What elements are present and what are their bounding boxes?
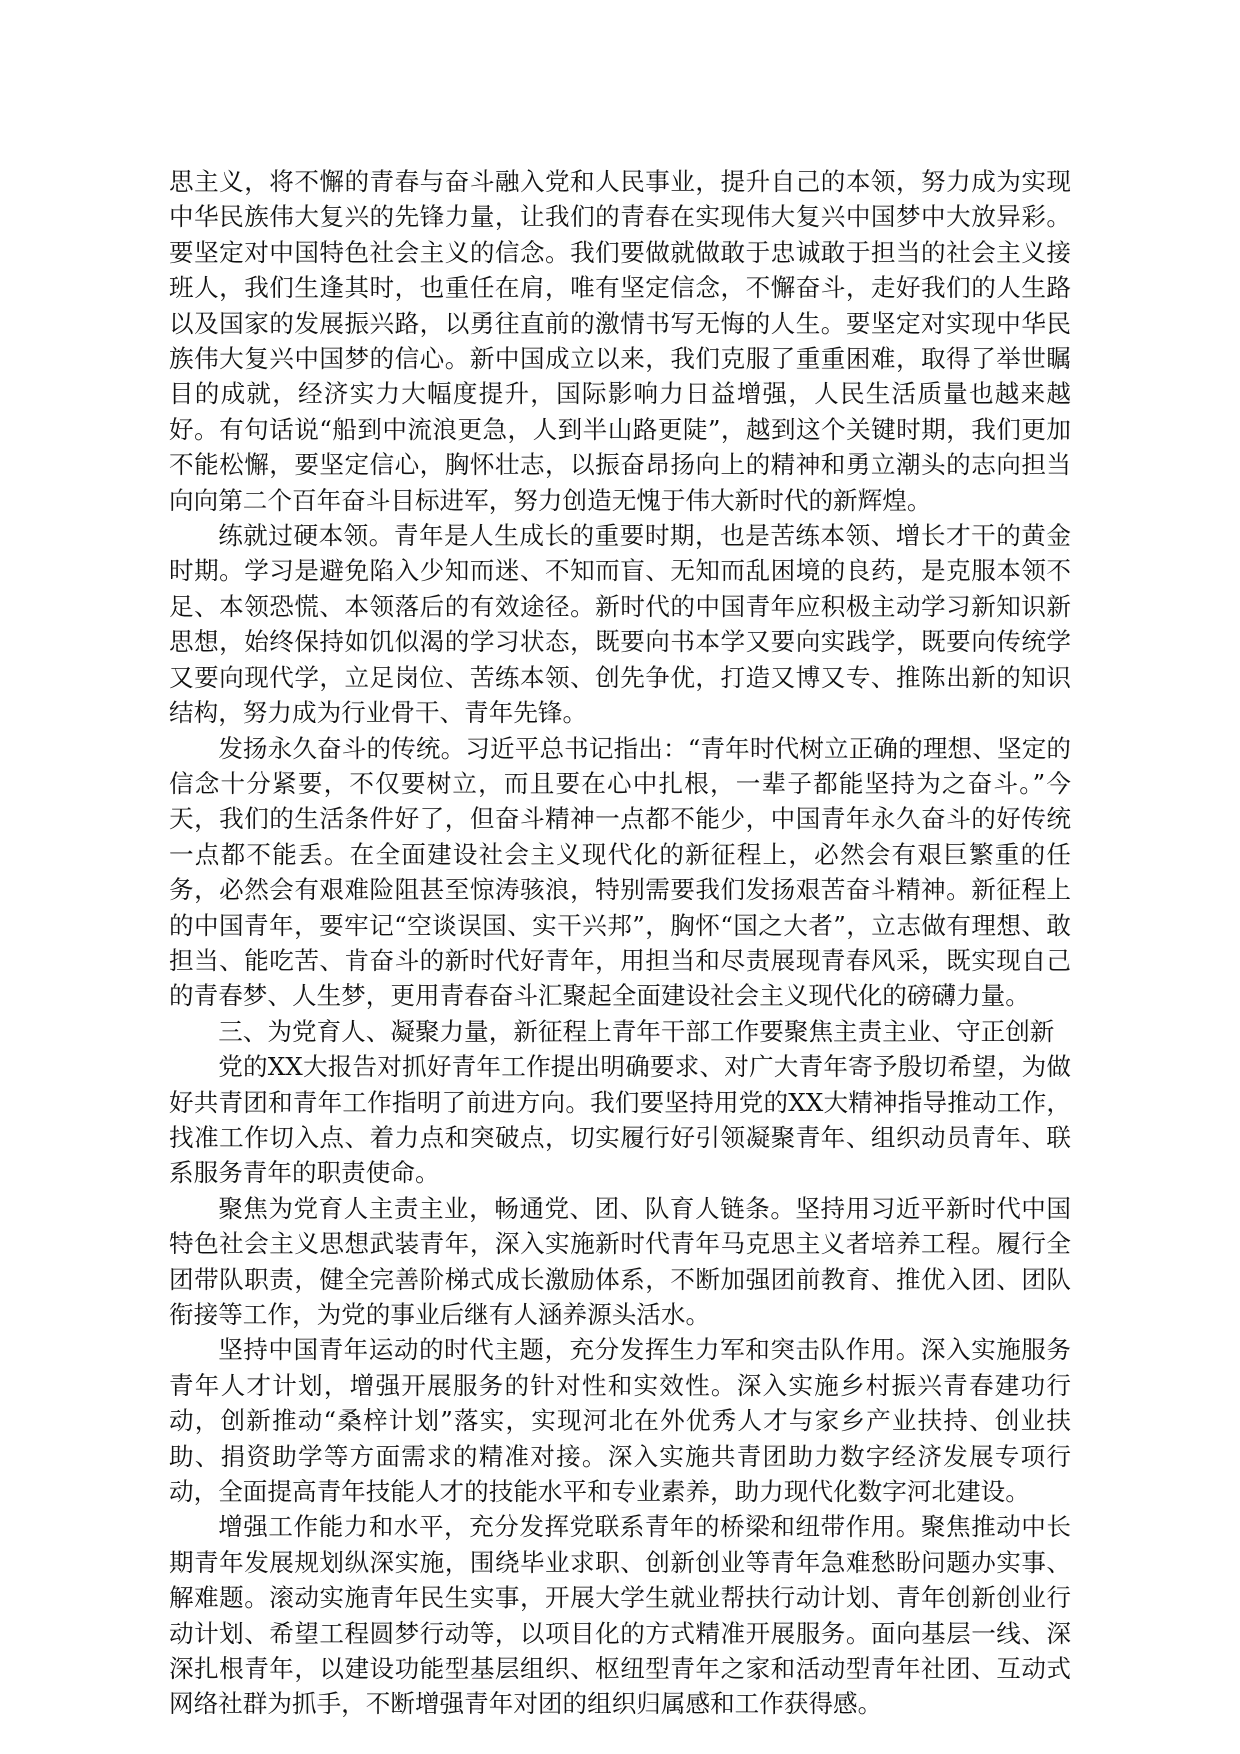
paragraph-continuation: 思主义，将不懈的青春与奋斗融入党和人民事业，提升自己的本领，努力成为实现中华民族伟大复兴的先锋力量，让我们的青春在实现伟大复兴中国梦中大放异彩。要坚定对中国特色社会主义的信念。我们要做就做敢于忠诚敢于担当的社会主义接班人，我们生逢其时，也重任在肩，唯有坚定信念，不懈奋斗，走好我们的人生路以及国家的发展振兴路，以勇往直前的激情书写无悔的人生。要坚定对实现中华民族伟大复兴中国梦的信心。新中国成立以来，我们克服了重重困难，取得了举世瞩目的成就，经济实力大幅度提升，国际影响力日益增强，人民生活质量也越来越好。有句话说“船到中流浪更急，人到半山路更陡”，越到这个关键时期，我们更加不能松懈，要坚定信心，胸怀壮志，以振奋昂扬向上的精神和勇立潮头的志向担当向向第二个百年奋斗目标进军，努力创造无愧于伟大新时代的新辉煌。	[169, 167, 1071, 515]
paragraph-enhance-capability: 增强工作能力和水平，充分发挥党联系青年的桥梁和纽带作用。聚焦推动中长期青年发展规划纵深实施，围绕毕业求职、创新创业等青年急难愁盼问题办实事、解难题。滚动实施青年民生实事，开展大学生就业帮扶行动计划、青年创新创业行动计划、希望工程圆梦行动等，以项目化的方式精准开展服务。面向基层一线、深深扎根青年，以建设功能型基层组织、枢纽型青年之家和活动型青年社团、互动式网络社群为抓手，不断增强青年对团的组织归属感和工作获得感。	[169, 1512, 1071, 1719]
paragraph-focus-main-duty: 聚焦为党育人主责主业，畅通党、团、队育人链条。坚持用习近平新时代中国特色社会主义思想武装青年，深入实施新时代青年马克思主义者培养工程。履行全团带队职责，健全完善阶梯式成长激励体系，不断加强团前教育、推优入团、团队衔接等工作，为党的事业后继有人涵养源头活水。	[169, 1193, 1071, 1329]
paragraph-carry-forward-struggle: 发扬永久奋斗的传统。习近平总书记指出：“青年时代树立正确的理想、坚定的信念十分紧要，不仅要树立，而且要在心中扎根，一辈子都能坚持为之奋斗。”今天，我们的生活条件好了，但奋斗精神一点都不能少，中国青年永久奋斗的好传统一点都不能丢。在全面建设社会主义现代化的新征程上，必然会有艰巨繁重的任务，必然会有艰难险阻甚至惊涛骇浪，特别需要我们发扬艰苦奋斗精神。新征程上的中国青年，要牢记“空谈误国、实干兴邦”，胸怀“国之大者”，立志做有理想、敢担当、能吃苦、肯奋斗的新时代好青年，用担当和尽责展现青春风采，既实现自己的青春梦、人生梦，更用青春奋斗汇聚起全面建设社会主义现代化的磅礴力量。	[169, 733, 1071, 1011]
section-heading-three: 三、为党育人、凝聚力量，新征程上青年干部工作要聚焦主责主业、守正创新	[218, 1016, 1055, 1046]
document-body	[169, 164, 1071, 1722]
paragraph-party-congress-report: 党的XX大报告对抓好青年工作提出明确要求、对广大青年寄予殷切希望，为做好共青团和青年工作指明了前进方向。我们要坚持用党的XX大精神指导推动工作，找准工作切入点、着力点和突破点，切实履行好引领凝聚青年、组织动员青年、联系服务青年的职责使命。	[169, 1052, 1071, 1188]
paragraph-youth-movement-theme: 坚持中国青年运动的时代主题，充分发挥生力军和突击队作用。深入实施服务青年人才计划，增强开展服务的针对性和实效性。深入实施乡村振兴青春建功行动，创新推动“桑梓计划”落实，实现河北在外优秀人才与家乡产业扶持、创业扶助、捐资助学等方面需求的精准对接。深入实施共青团助力数字经济发展专项行动，全面提高青年技能人才的技能水平和专业素养，助力现代化数字河北建设。	[169, 1335, 1071, 1507]
paragraph-hone-skills: 练就过硬本领。青年是人生成长的重要时期，也是苦练本领、增长才干的黄金时期。学习是避免陷入少知而迷、不知而盲、无知而乱困境的良药，是克服本领不足、本领恐慌、本领落后的有效途径。新时代的中国青年应积极主动学习新知识新思想，始终保持如饥似渴的学习状态，既要向书本学又要向实践学，既要向传统学又要向现代学，立足岗位、苦练本领、创先争优，打造又博又专、推陈出新的知识结构，努力成为行业骨干、青年先锋。	[169, 521, 1071, 728]
